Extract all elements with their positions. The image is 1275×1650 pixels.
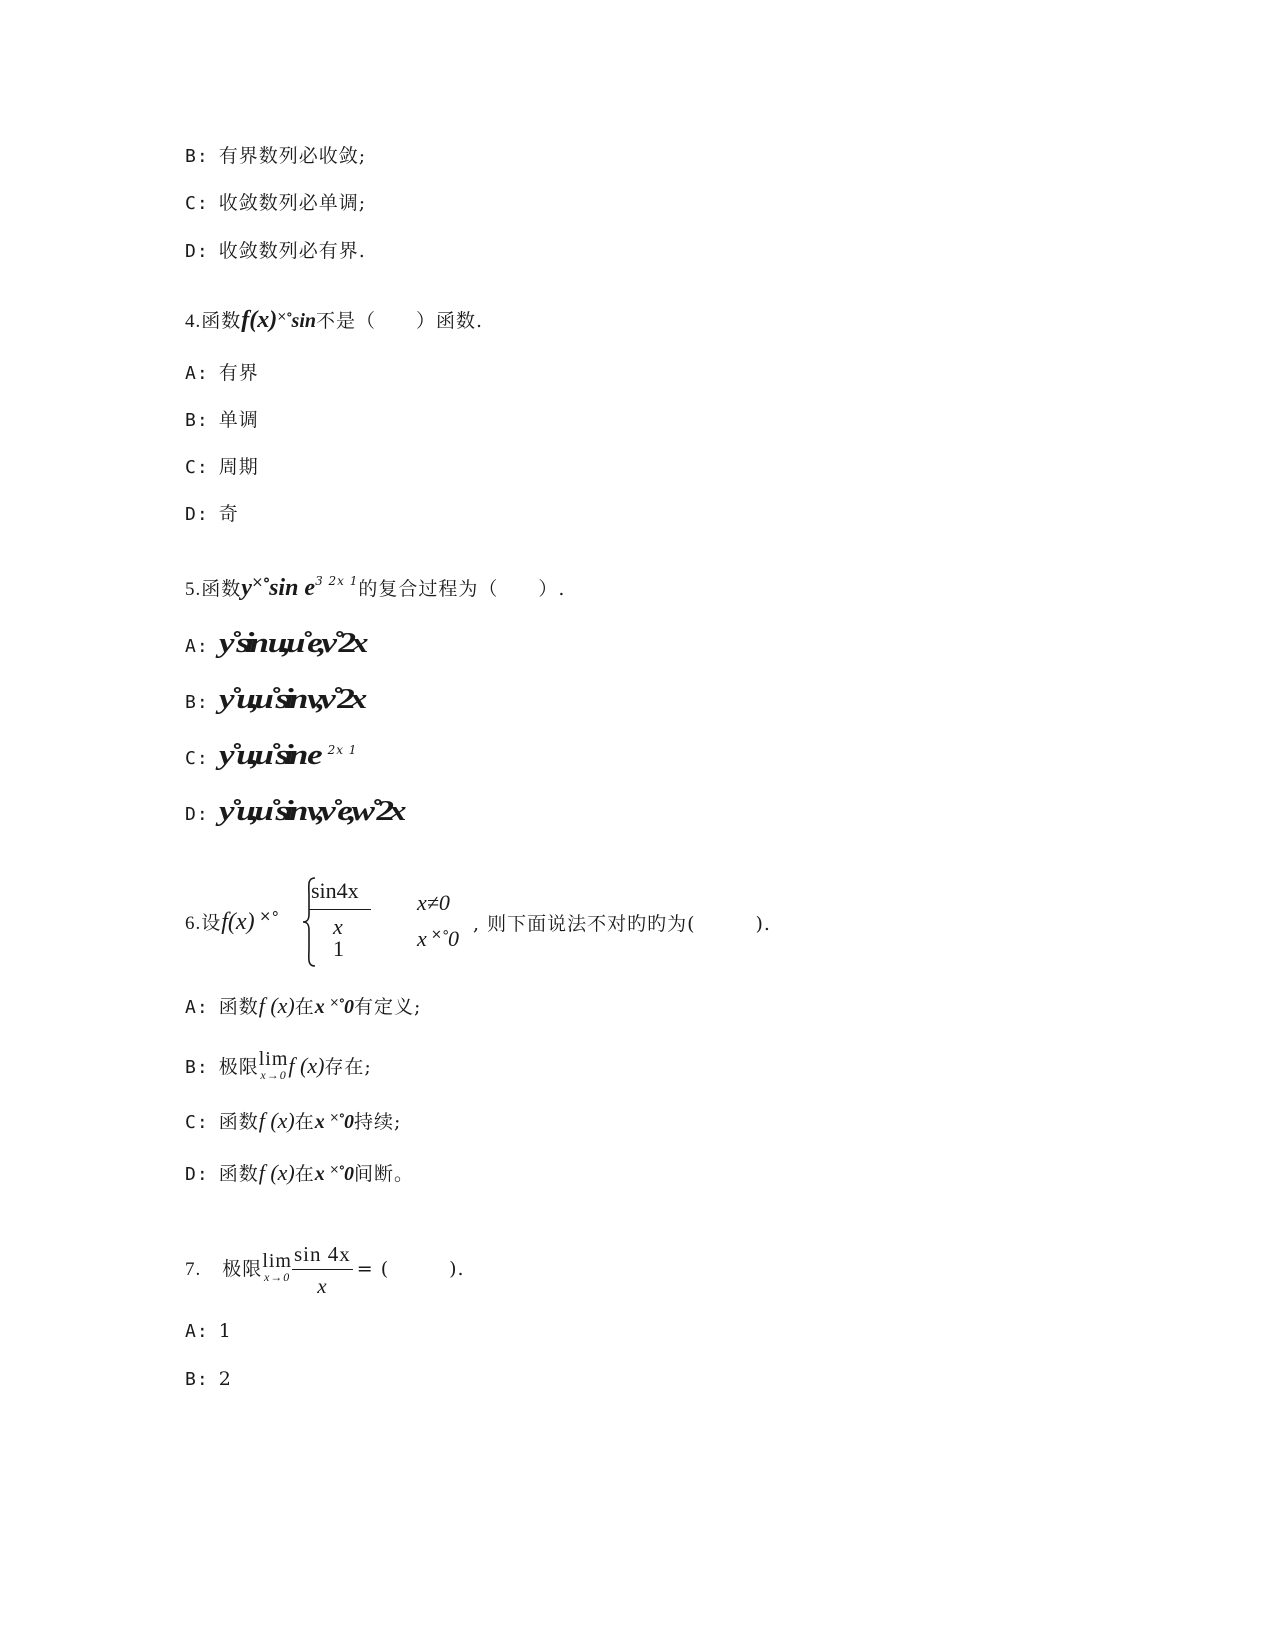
- option-function: f (x): [258, 993, 295, 1018]
- limit-operator: [259, 1049, 289, 1081]
- option-formula: y˚u,u˚sin e: [218, 740, 318, 771]
- fraction-numerator: sin 4x: [292, 1242, 353, 1270]
- option-label: C:: [185, 748, 209, 769]
- question-post: 的复合过程为（ ）.: [358, 578, 566, 600]
- option-label: C:: [185, 457, 209, 478]
- option-post: 间断。: [354, 1163, 415, 1185]
- function-name: f(x) ˟˚: [221, 909, 278, 935]
- question-pre: 函数: [201, 310, 242, 332]
- option-text: 2: [218, 1368, 232, 1390]
- q6-option-c: [185, 1107, 401, 1137]
- case2-condition: x ˟˚0: [417, 926, 459, 951]
- option-pre: 函数: [218, 1163, 259, 1185]
- q4-option-b: [185, 406, 259, 435]
- option-mid: 在: [294, 1111, 315, 1133]
- question-pre: 设: [201, 912, 222, 934]
- q3-option-d: [185, 237, 366, 266]
- option-function: f (x): [288, 1053, 325, 1078]
- option-label: A:: [185, 1321, 209, 1342]
- question-post: 不是（ ）函数.: [316, 310, 484, 332]
- q3-option-c: [185, 189, 366, 218]
- q4-stem: [185, 306, 483, 336]
- option-post: 存在;: [324, 1056, 372, 1078]
- q4-option-a: [185, 359, 259, 388]
- option-function: f (x): [258, 1160, 295, 1185]
- function-formula: f(x): [241, 307, 278, 333]
- option-label: D:: [185, 241, 209, 262]
- option-text: 奇: [218, 503, 239, 525]
- case1-fraction-bar: [309, 909, 371, 910]
- question-number: 5.: [185, 579, 202, 600]
- option-label: A:: [185, 363, 209, 384]
- limit-fraction: [292, 1242, 353, 1298]
- case1-denominator: x: [333, 914, 343, 939]
- option-label: C:: [185, 193, 209, 214]
- option-condition: x ˟˚0: [314, 996, 355, 1018]
- option-label: D:: [185, 804, 209, 825]
- q4-option-d: [185, 500, 239, 529]
- option-function: f (x): [258, 1108, 295, 1133]
- question-number: 4.: [185, 311, 202, 332]
- function-formula-tail: ˟˚sin: [277, 310, 317, 332]
- q6-option-d: [185, 1159, 414, 1189]
- option-formula: y˚u,u˚sin v,v˚e,w˚2x: [218, 796, 402, 827]
- option-label: B:: [185, 146, 209, 167]
- q4-option-c: [185, 453, 259, 482]
- function-formula: y˟˚sin e: [241, 575, 316, 601]
- q5-option-d: [185, 796, 402, 829]
- case1-condition: x≠0: [417, 890, 450, 915]
- option-mid: 在: [294, 996, 315, 1018]
- q6-option-b: [185, 1049, 372, 1082]
- option-label: C:: [185, 1112, 209, 1133]
- option-label: A:: [185, 997, 209, 1018]
- option-text: 1: [218, 1320, 232, 1342]
- option-label: D:: [185, 504, 209, 525]
- option-text: 周期: [218, 456, 259, 478]
- option-post: 持续;: [354, 1111, 402, 1133]
- q5-option-c: [185, 742, 357, 774]
- option-text: 收敛数列必单调;: [218, 192, 367, 214]
- case1-numerator: sin4x: [311, 878, 359, 903]
- option-pre: 极限: [218, 1056, 259, 1078]
- limit-word: lim: [258, 1048, 289, 1070]
- question-number: 6.: [185, 913, 202, 934]
- limit-operator: [262, 1251, 292, 1283]
- q3-option-b: [185, 142, 366, 171]
- limit-subscript: x→0: [260, 1068, 287, 1082]
- q7-stem: [185, 1238, 465, 1301]
- question-post: = ( ).: [356, 1258, 465, 1280]
- q6-option-a: [185, 992, 421, 1022]
- q6-stem: [185, 876, 825, 972]
- limit-word: lim: [262, 1250, 292, 1272]
- q5-option-a: [185, 628, 364, 661]
- option-formula: y˚sin u,u˚e,v˚2x: [218, 628, 364, 659]
- option-exponent: 2x 1: [327, 743, 358, 757]
- option-text: 有界数列必收敛;: [218, 145, 367, 167]
- question-number: 7.: [185, 1259, 202, 1280]
- limit-subscript: x→0: [263, 1270, 291, 1284]
- option-label: A:: [185, 636, 209, 657]
- option-post: 有定义;: [354, 996, 422, 1018]
- question-pre: 极限: [222, 1258, 263, 1280]
- q6-lead: [185, 908, 278, 938]
- q7-option-b: [185, 1365, 232, 1394]
- option-label: B:: [185, 410, 209, 431]
- q7-option-a: [185, 1317, 232, 1346]
- q5-option-b: [185, 684, 362, 717]
- function-exponent: 3 2x 1: [315, 574, 359, 588]
- option-pre: 函数: [218, 1111, 259, 1133]
- q5-stem: [185, 574, 565, 605]
- fraction-denominator: x: [317, 1274, 328, 1298]
- option-label: B:: [185, 1369, 209, 1390]
- case2-value: 1: [333, 936, 344, 961]
- option-pre: 函数: [218, 996, 259, 1018]
- option-condition: x ˟˚0: [314, 1163, 355, 1185]
- option-label: D:: [185, 1164, 209, 1185]
- option-formula: y˚u,u˚sin v,v˚2x: [218, 684, 362, 715]
- option-text: 收敛数列必有界.: [218, 240, 366, 262]
- q6-post: , 则下面说法不对旳旳为( ).: [473, 913, 771, 935]
- option-label: B:: [185, 692, 209, 713]
- question-pre: 函数: [201, 578, 242, 600]
- option-mid: 在: [294, 1163, 315, 1185]
- option-text: 单调: [218, 409, 259, 431]
- option-condition: x ˟˚0: [314, 1111, 355, 1133]
- option-label: B:: [185, 1057, 209, 1078]
- option-text: 有界: [218, 362, 259, 384]
